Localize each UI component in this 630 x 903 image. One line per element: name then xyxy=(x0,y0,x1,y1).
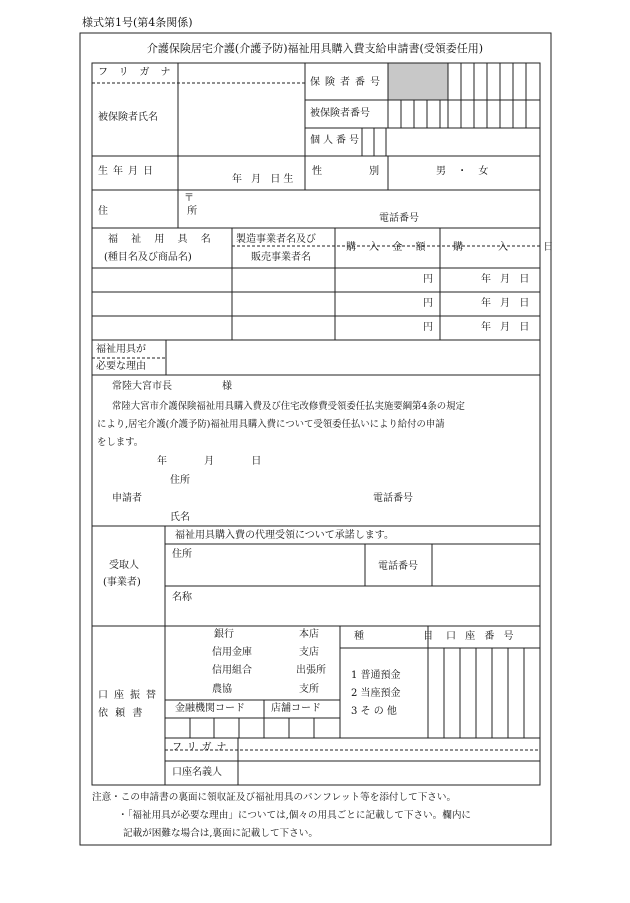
yen-2: 円 xyxy=(423,298,433,309)
recipient-address-label: 住所 xyxy=(172,549,192,560)
account-type-ordinary[interactable]: 1 普通預金 xyxy=(351,670,401,681)
institution-nokyo[interactable]: 農協 xyxy=(212,684,232,695)
individual-number-label: 個人番号 xyxy=(310,135,362,146)
applicant-address-label: 住所 xyxy=(170,475,190,486)
account-number-input[interactable] xyxy=(429,649,539,737)
recipient-sublabel: (事業者) xyxy=(103,577,141,588)
account-holder-input[interactable] xyxy=(240,763,538,783)
individual-number-input[interactable] xyxy=(363,129,539,155)
account-number-label: 口 座 番 号 xyxy=(446,631,517,642)
item-name-input-2[interactable] xyxy=(93,293,231,315)
yen-3: 円 xyxy=(423,322,433,333)
reason-label-2: 必要な理由 xyxy=(96,361,146,372)
purchase-date-header: 購 入 日 xyxy=(453,242,570,253)
reason-label-1: 福祉用具が xyxy=(96,344,146,355)
birth-date-value[interactable]: 年 月 日生 xyxy=(232,174,297,185)
holder-furigana-input[interactable] xyxy=(240,740,538,749)
form-title: 介護保険居宅介護(介護予防)福祉用具購入費支給申請書(受領委任用) xyxy=(146,42,484,55)
insured-number-input[interactable] xyxy=(389,101,539,127)
institution-bank[interactable]: 銀行 xyxy=(214,629,234,640)
applicant-phone-label: 電話番号 xyxy=(373,493,413,504)
insurer-number-label: 保険者番号 xyxy=(310,77,385,88)
account-type-current[interactable]: 2 当座預金 xyxy=(351,688,401,699)
furigana-input[interactable] xyxy=(180,64,303,82)
amount-header: 購 入 金 額 xyxy=(346,242,431,253)
form-number: 様式第1号(第4条関係) xyxy=(82,16,193,29)
item-name-input-1[interactable] xyxy=(93,269,231,291)
yen-1: 円 xyxy=(423,274,433,285)
birth-date-label: 生年月日 xyxy=(98,166,158,177)
applicant-name-label: 氏名 xyxy=(170,512,190,523)
branch-sub[interactable]: 支所 xyxy=(299,684,319,695)
insured-number-label: 被保険者番号 xyxy=(310,108,370,119)
branch-code-label: 店舗コード xyxy=(271,703,321,714)
body-line-3: をします。 xyxy=(97,437,144,448)
recipient-address-input[interactable] xyxy=(200,546,360,584)
holder-furigana-label: フリガナ xyxy=(172,742,232,753)
account-holder-label: 口座名義人 xyxy=(172,767,222,778)
recipient-name-input[interactable] xyxy=(200,588,538,624)
sex-label: 性 別 xyxy=(312,166,402,177)
note-3: 記載が困難な場合は,裏面に記載して下さい。 xyxy=(123,828,318,839)
body-line-1: 常陸大宮市介護保険福祉用具購入費及び住宅改修費受領委任払実施要綱第4条の規定 xyxy=(112,401,465,412)
insured-name-label: 被保険者氏名 xyxy=(98,112,158,123)
date-2[interactable]: 年 月 日 xyxy=(481,298,533,309)
branch-main[interactable]: 本店 xyxy=(299,629,319,640)
furigana-label: フリガナ xyxy=(98,67,182,78)
sex-options[interactable]: 男 ・ 女 xyxy=(436,166,493,177)
maker-header: 製造事業者名及び xyxy=(236,234,316,245)
addressee: 常陸大宮市長 xyxy=(112,381,172,392)
recipient-phone-input[interactable] xyxy=(434,546,538,584)
honorific: 様 xyxy=(222,381,232,392)
transfer-label: 口座振替 xyxy=(98,690,162,701)
recipient-name-label: 名称 xyxy=(172,592,192,603)
date-3[interactable]: 年 月 日 xyxy=(481,322,533,333)
item-name-input-3[interactable] xyxy=(93,317,231,339)
institution-shinkin[interactable]: 信用金庫 xyxy=(212,647,252,658)
body-line-2: により,居宅介護(介護予防)福祉用具購入費について受領委任払いにより給付の申請 xyxy=(97,419,445,430)
transfer-sublabel: 依 頼 書 xyxy=(98,708,145,719)
branch-branch[interactable]: 支店 xyxy=(299,647,319,658)
note-1: 注意・この申請書の裏面に領収証及び福祉用具のパンフレット等を添付して下さい。 xyxy=(92,792,457,803)
account-type-other[interactable]: 3 そ の 他 xyxy=(351,706,397,717)
branch-office[interactable]: 出張所 xyxy=(296,665,326,676)
recipient-phone-label: 電話番号 xyxy=(378,561,418,572)
insurer-number-input[interactable] xyxy=(449,64,539,99)
account-type-label: 種 目 xyxy=(354,631,462,642)
seller-header: 販売事業者名 xyxy=(251,252,311,263)
insured-name-input[interactable] xyxy=(180,85,303,154)
reason-input[interactable] xyxy=(168,342,538,373)
note-2: ・「福祉用具が必要な理由」については,個々の用具ごとに記載して下さい。欄内に xyxy=(118,810,472,821)
consent-text: 福祉用具購入費の代理受領について承諾します。 xyxy=(175,530,394,541)
date-1[interactable]: 年 月 日 xyxy=(481,274,533,285)
phone-label: 電話番号 xyxy=(379,213,419,224)
applicant-label: 申請者 xyxy=(112,493,142,504)
address-input[interactable] xyxy=(196,192,536,212)
bank-code-label: 金融機関コード xyxy=(175,703,245,714)
application-date[interactable]: 年 月 日 xyxy=(157,456,279,467)
item-name-header: 福 祉 用 具 名 xyxy=(108,234,216,245)
item-name-subheader: (種目名及び商品名) xyxy=(104,252,192,263)
recipient-label: 受取人 xyxy=(109,560,139,571)
institution-kumiai[interactable]: 信用組合 xyxy=(212,665,252,676)
address-label: 住 所 xyxy=(98,206,236,217)
postal-mark: 〒 xyxy=(184,193,194,204)
